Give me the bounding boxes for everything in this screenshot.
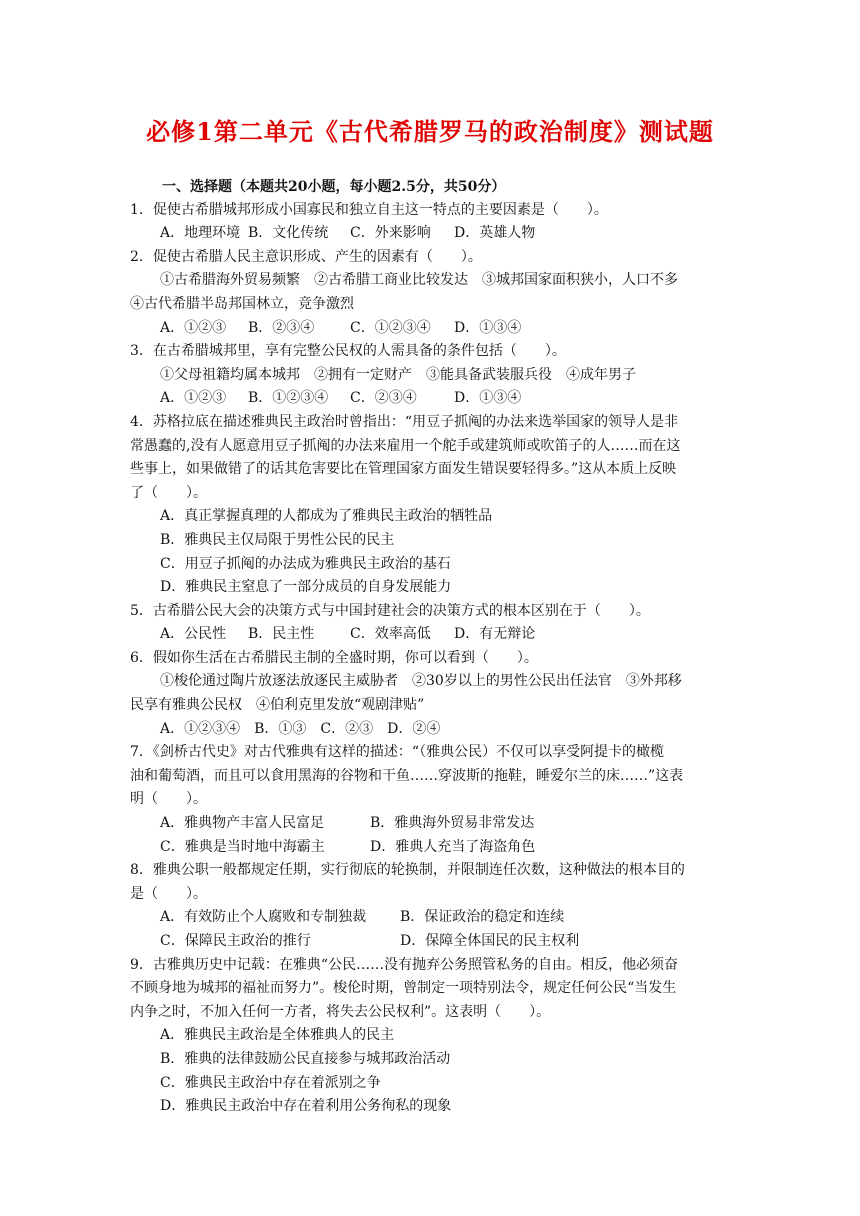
option-a: A．①②③: [160, 390, 227, 407]
option-d: D．雅典人充当了海盗角色: [370, 838, 536, 855]
option-b: B．民主性: [248, 626, 315, 643]
question-7: [130, 741, 730, 859]
option-d: D．①③④: [454, 390, 522, 407]
option-c: C．保障民主政治的推行: [160, 933, 311, 949]
question-2: [130, 246, 730, 340]
answer-options: [130, 836, 730, 860]
question-stem: 5．古希腊公民大会的决策方式与中国封建社会的决策方式的根本区别在于（ ）。: [130, 602, 650, 619]
option-c: C．雅典民主政治中存在着派别之争: [160, 1074, 381, 1091]
question-stem: 些事上，如果做错了的话其危害要比在管理国家方面发生错误要轻得多。”这从本质上反映: [130, 461, 677, 478]
option-b: B．②③④: [248, 319, 315, 336]
question-stem: 8．雅典公职一般都规定任期，实行彻底的轮换制，并限制连任次数，这种做法的根本目的: [130, 862, 685, 879]
option-d: D．英雄人物: [454, 225, 536, 242]
question-4: [130, 411, 730, 600]
option-c: C．用豆子抓阄的办法成为雅典民主政治的基石: [160, 555, 451, 572]
question-9: [130, 954, 730, 1119]
answer-options: [130, 222, 730, 246]
answer-options: [130, 930, 730, 954]
option-d: D．①③④: [454, 319, 522, 336]
question-stem: 6．假如你生活在古希腊民主制的全盛时期，你可以看到（ ）。: [130, 649, 538, 666]
question-stem: 常愚蠢的,没有人愿意用豆子抓阄的办法来雇用一个舵手或建筑师或吹笛子的人……而在这: [130, 437, 681, 454]
question-stem: 了（ ）。: [130, 484, 207, 501]
question-3: [130, 340, 730, 411]
option-b: B．雅典的法律鼓励公民直接参与城邦政治活动: [160, 1050, 451, 1067]
question-stem: 不顾身地为城邦的福祉而努力”。梭伦时期，曾制定一项特别法令，规定任何公民“当发生: [130, 980, 677, 997]
question-stem: 内争之时，不加入任何一方者，将失去公民权利”。这表明（ ）。: [130, 1003, 551, 1020]
option-c: C．①②③④: [350, 319, 431, 336]
option-a: A．雅典民主政治是全体雅典人的民主: [160, 1027, 395, 1044]
answer-options: [130, 317, 730, 341]
question-statements: 民享有雅典公民权 ④伯利克里发放“观剧津贴”: [130, 697, 425, 714]
option-a: A．真正掌握真理的人都成为了雅典民主政治的牺牲品: [160, 508, 493, 525]
answer-options: A．①②③④ B．①③ C．②③ D．②④: [160, 720, 441, 737]
option-d: D．保障全体国民的民主权利: [400, 933, 580, 949]
question-stem: 明（ ）。: [130, 791, 207, 808]
question-stem: 4．苏格拉底在描述雅典民主政治时曾指出：“用豆子抓阄的办法来选举国家的领导人是非: [130, 413, 679, 430]
answer-options: [130, 812, 730, 836]
answer-options: [130, 623, 730, 647]
question-stem: 1．促使古希腊城邦形成小国寡民和独立自主这一特点的主要因素是（ ）。: [130, 201, 608, 218]
question-8: [130, 859, 730, 953]
question-stem: 油和葡萄酒，而且可以食用黑海的谷物和干鱼……穿波斯的拖鞋，睡爱尔兰的床……”这表: [130, 767, 684, 784]
option-c: C．雅典是当时地中海霸主: [160, 838, 325, 855]
question-statements: ④古代希腊半岛邦国林立，竞争激烈: [130, 295, 354, 312]
option-b: B．雅典民主仅局限于男性公民的民主: [160, 531, 395, 548]
option-b: B．①②③④: [248, 390, 329, 407]
question-list: [130, 176, 730, 1119]
option-b: B．保证政治的稳定和连续: [400, 909, 565, 926]
question-statements: ①古希腊海外贸易频繁 ②古希腊工商业比较发达 ③城邦国家面积狭小，人口不多: [160, 272, 678, 289]
option-b: B．文化传统: [248, 225, 329, 242]
question-stem: 2．促使古希腊人民主意识形成、产生的因素有（ ）。: [130, 248, 482, 265]
option-a: A．①②③: [160, 319, 227, 336]
option-d: D．有无辩论: [454, 626, 536, 643]
answer-options: [130, 906, 730, 930]
option-d: D．雅典民主政治中存在着利用公务徇私的现象: [160, 1098, 452, 1115]
question-6: [130, 647, 730, 741]
option-a: A．有效防止个人腐败和专制独裁: [160, 909, 367, 926]
answer-options: [130, 387, 730, 411]
question-1: [130, 199, 730, 246]
option-a: A．雅典物产丰富人民富足: [160, 815, 325, 832]
option-a: A．地理环境: [160, 225, 241, 242]
option-a: A．公民性: [160, 626, 227, 643]
option-b: B．雅典海外贸易非常发达: [370, 815, 535, 832]
section-heading: 一、选择题（本题共20小题，每小题2.5分，共50分）: [162, 179, 506, 195]
document-title: 必修1第二单元《古代希腊罗马的政治制度》测试题: [146, 117, 714, 146]
option-d: D．雅典民主窒息了一部分成员的自身发展能力: [160, 579, 452, 596]
option-c: C．②③④: [350, 390, 417, 407]
question-stem: 是（ ）。: [130, 885, 207, 902]
question-stem: 3．在古希腊城邦里，享有完整公民权的人需具备的条件包括（ ）。: [130, 343, 566, 360]
question-statements: ①父母祖籍均属本城邦 ②拥有一定财产 ③能具备武装服兵役 ④成年男子: [160, 366, 636, 383]
option-c: C．外来影响: [350, 225, 431, 242]
question-stem: 7．《剑桥古代史》对古代雅典有这样的描述：“（雅典公民）不仅可以享受阿提卡的橄榄: [130, 744, 665, 761]
option-c: C．效率高低: [350, 626, 431, 643]
question-5: [130, 600, 730, 647]
question-statements: ①梭伦通过陶片放逐法放逐民主威胁者 ②30岁以上的男性公民出任法官 ③外邦移: [160, 673, 682, 690]
question-stem: 9．古雅典历史中记载：在雅典“公民……没有抛弃公务照管私务的自由。相反，他必须奋: [130, 956, 679, 973]
